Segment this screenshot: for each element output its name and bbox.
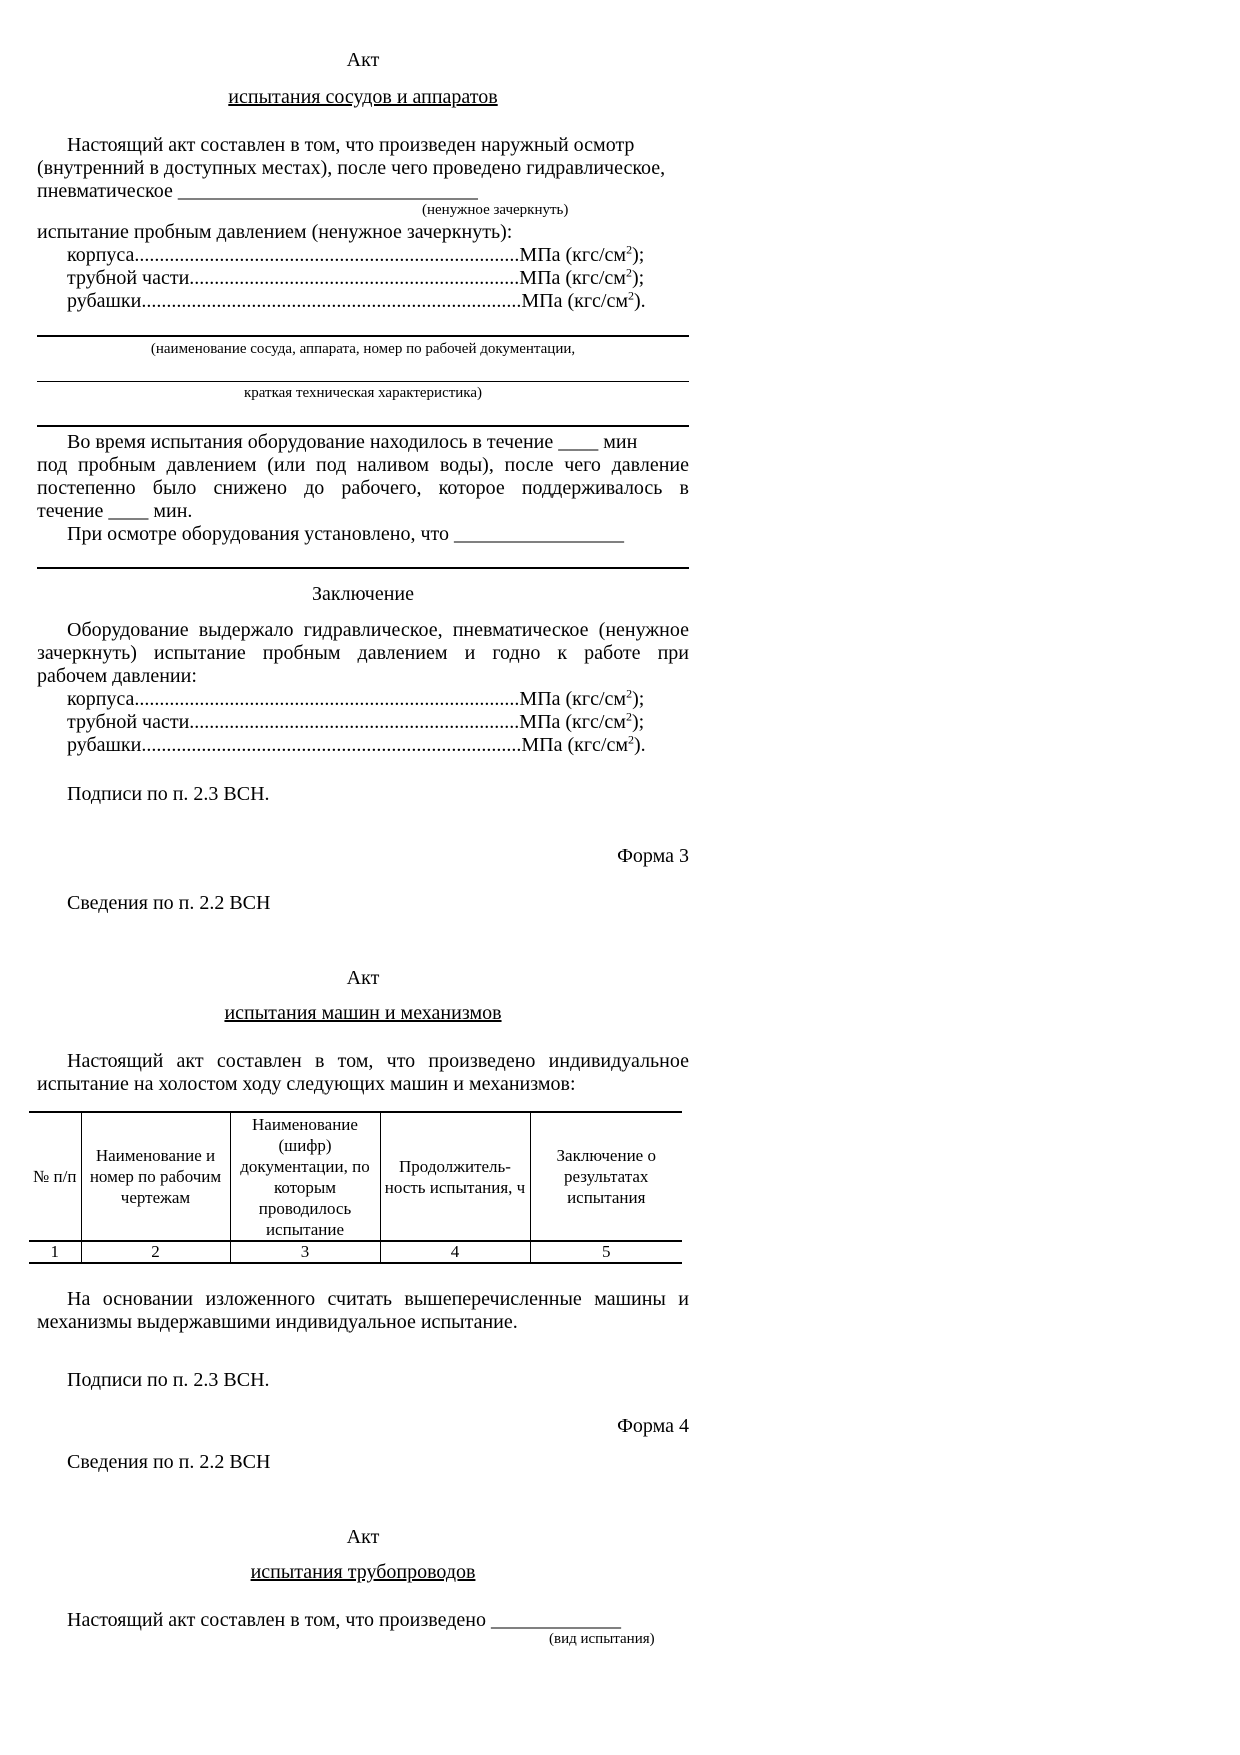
act-title: Акт bbox=[346, 49, 380, 71]
act-title: Акт bbox=[346, 967, 380, 989]
column-number-cell: 5 bbox=[530, 1241, 682, 1263]
column-header-documentation: Наименование (шифр) документации, по которым проводилось испытание bbox=[230, 1112, 380, 1241]
conclusion-line-1: Оборудование выдержало гидравлическое, пневматическое (ненужное bbox=[67, 619, 689, 641]
column-number-cell: 4 bbox=[380, 1241, 530, 1263]
intro-line-3: пневматическое ______________________________ bbox=[37, 180, 478, 202]
test-line: испытание пробным давлением (ненужное зачеркнуть): bbox=[37, 221, 513, 243]
conclusion-line-3: рабочем давлении: bbox=[37, 665, 197, 687]
column-number-cell: 3 bbox=[230, 1241, 380, 1263]
info-note: Сведения по п. 2.2 ВСН bbox=[67, 892, 271, 914]
act-subtitle: испытания машин и механизмов bbox=[224, 1002, 502, 1024]
intro-line-2: (внутренний в доступных местах), после чего проведено гидравлическое, bbox=[37, 157, 666, 179]
info-note: Сведения по п. 2.2 ВСН bbox=[67, 1451, 271, 1473]
pressure-row: трубной части..................................................................МПа $(кгс/см^2)$; bbox=[67, 265, 645, 289]
column-header-name: Наименование и номер по рабочим чертежам bbox=[81, 1112, 230, 1241]
conclusion-title: Заключение bbox=[312, 583, 414, 605]
pressure-row: рубашки............................................................................МПа $(кгс/см^2)$. bbox=[67, 288, 646, 312]
fill-line bbox=[37, 567, 689, 569]
act-subtitle: испытания сосудов и аппаратов bbox=[228, 86, 498, 108]
fill-line bbox=[37, 425, 689, 427]
during-line-1: Во время испытания оборудование находилось в течение ____ мин bbox=[67, 431, 638, 453]
table-header-row bbox=[29, 1112, 682, 1241]
basis-line-1: На основании изложенного считать вышеперечисленные машины и bbox=[67, 1288, 689, 1310]
signatures-note: Подписи по п. 2.3 ВСН. bbox=[67, 1369, 270, 1391]
intro-line-1: Настоящий акт составлен в том, что произведен наружный осмотр bbox=[67, 134, 635, 156]
pressure-row: рубашки............................................................................МПа $(кгс/см^2)$. bbox=[67, 732, 646, 756]
act-title: Акт bbox=[346, 1526, 380, 1548]
column-header-number: № п/п bbox=[29, 1112, 81, 1241]
act-subtitle: испытания трубопроводов bbox=[250, 1561, 476, 1583]
inspection-line: При осмотре оборудования установлено, что _________________ bbox=[67, 523, 624, 545]
pressure-row: трубной части..................................................................МПа $(кгс/см^2)$; bbox=[67, 709, 645, 733]
table-row bbox=[29, 1241, 682, 1263]
form-label: Форма 4 bbox=[617, 1415, 689, 1437]
intro-line-1: Настоящий акт составлен в том, что произведено индивидуальное bbox=[67, 1050, 689, 1072]
conclusion-line-2: зачеркнуть) испытание пробным давлением и годно к работе при bbox=[37, 642, 689, 664]
fill-line bbox=[37, 381, 689, 382]
intro-line: Настоящий акт составлен в том, что произведено _____________ bbox=[67, 1609, 621, 1631]
column-header-conclusion: Заключение о результатах испытания bbox=[530, 1112, 682, 1241]
vessel-caption-2: краткая техническая характеристика) bbox=[243, 385, 483, 401]
during-line-3: постепенно было снижено до рабочего, которое поддерживалось в bbox=[37, 477, 689, 499]
machines-table bbox=[29, 1111, 682, 1264]
during-line-4: течение ____ мин. bbox=[37, 500, 193, 522]
vessel-caption-1: (наименование сосуда, аппарата, номер по рабочей документации, bbox=[150, 341, 576, 357]
during-line-2: под пробным давлением (или под наливом воды), после чего давление bbox=[37, 454, 689, 476]
signatures-note: Подписи по п. 2.3 ВСН. bbox=[67, 783, 270, 805]
basis-line-2: механизмы выдержавшими индивидуальное испытание. bbox=[37, 1311, 518, 1333]
column-header-duration: Продолжитель-ность испытания, ч bbox=[380, 1112, 530, 1241]
strike-note: (ненужное зачеркнуть) bbox=[422, 202, 569, 218]
column-number-cell: 2 bbox=[81, 1241, 230, 1263]
pressure-row: корпуса.............................................................................МПа $(кгс/см^2)$; bbox=[67, 686, 645, 710]
test-type-note: (вид испытания) bbox=[549, 1631, 655, 1647]
form-label: Форма 3 bbox=[617, 845, 689, 867]
fill-line bbox=[37, 335, 689, 337]
column-number-cell: 1 bbox=[29, 1241, 81, 1263]
intro-line-2: испытание на холостом ходу следующих машин и механизмов: bbox=[37, 1073, 576, 1095]
pressure-row: корпуса.............................................................................МПа $(кгс/см^2)$; bbox=[67, 242, 645, 266]
